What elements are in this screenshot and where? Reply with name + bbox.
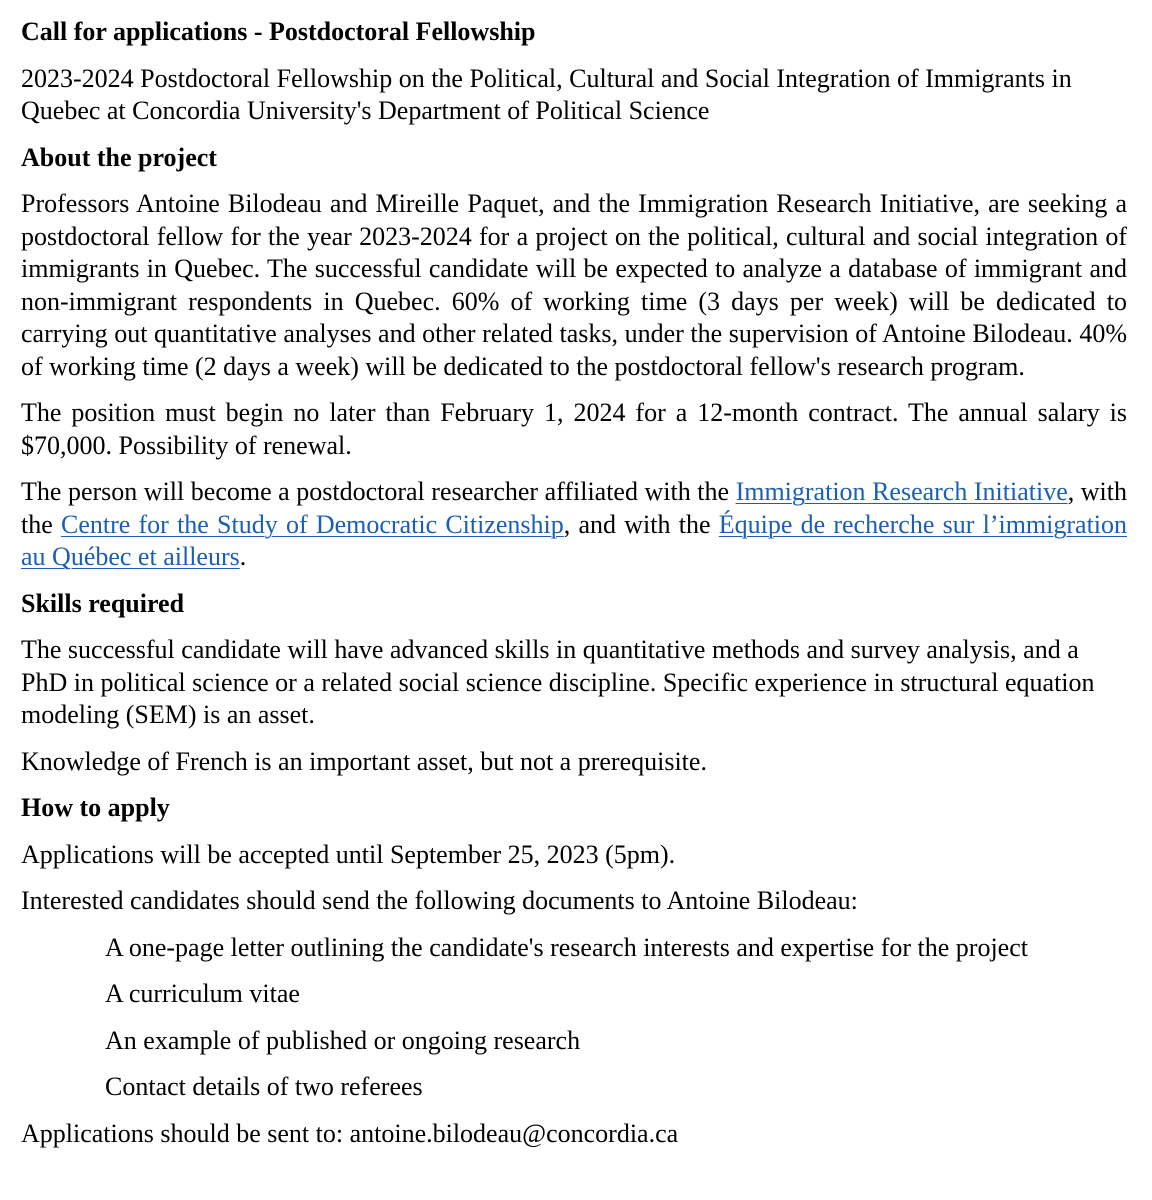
affiliation-text-mid-1: , with the — [21, 477, 1127, 539]
about-paragraph-1: Professors Antoine Bilodeau and Mireille Paquet, and the Immigration Research Initiative, are seeking a postdoctoral fellow for the year 2023-2024 for a project on the political, cultural and social integration of immigrants in Quebec. The successful candidate will be expected to analyze a database of immigrant and non-immigrant respondents in Quebec. 60% of working time (3 days per week) will be dedicated to carrying out quantitative analyses and other related tasks, under the supervision of Antoine Bilodeau. 40% of working time (2 days a week) will be dedicated to the postdoctoral fellow's research program. — [21, 189, 1127, 381]
document-list-item: An example of published or ongoing research — [105, 1025, 581, 1055]
immigration-research-initiative-link[interactable]: Immigration Research Initiative — [735, 477, 1068, 506]
apply-heading: How to apply — [21, 793, 170, 822]
apply-instructions: Interested candidates should send the following documents to Antoine Bilodeau: — [21, 886, 858, 915]
about-paragraph-3 — [21, 476, 1127, 574]
about-heading: About the project — [21, 142, 217, 172]
affiliation-text-mid-2: , and with the — [563, 509, 719, 539]
equipe-recherche-immigration-link[interactable]: Équipe de recherche sur l’immigration au Québec et ailleurs — [21, 509, 1128, 571]
apply-contact: Applications should be sent to: antoine.bilodeau@concordia.ca — [21, 1118, 679, 1148]
affiliation-text-before: The person will become a postdoctoral researcher affiliated with the — [21, 477, 736, 506]
document-list-item: Contact details of two referees — [105, 1072, 423, 1101]
skills-paragraph-2: Knowledge of French is an important asset, but not a prerequisite. — [21, 746, 707, 776]
affiliation-text-after: . — [239, 542, 247, 571]
skills-heading: Skills required — [21, 588, 185, 618]
document-subtitle: 2023-2024 Postdoctoral Fellowship on the Political, Cultural and Social Integration of Immigrants in Quebec at Concordia University's Department of Political Science — [21, 63, 1072, 125]
document-list-item: A one-page letter outlining the candidate's research interests and expertise for the project — [105, 932, 1028, 962]
document-list-item: A curriculum vitae — [105, 979, 300, 1008]
apply-deadline: Applications will be accepted until September 25, 2023 (5pm). — [21, 839, 676, 869]
about-paragraph-2: The position must begin no later than February 1, 2024 for a 12-month contract. The annual salary is $70,000. Possibility of renewal. — [21, 398, 1127, 460]
skills-paragraph-1: The successful candidate will have advanced skills in quantitative methods and survey analysis, and a PhD in political science or a related social science discipline. Specific experience in structural equation modeling (SEM) is an asset. — [21, 635, 1095, 729]
document-title: Call for applications - Postdoctoral Fellowship — [21, 17, 536, 46]
democratic-citizenship-centre-link[interactable]: Centre for the Study of Democratic Citizenship — [61, 509, 564, 539]
